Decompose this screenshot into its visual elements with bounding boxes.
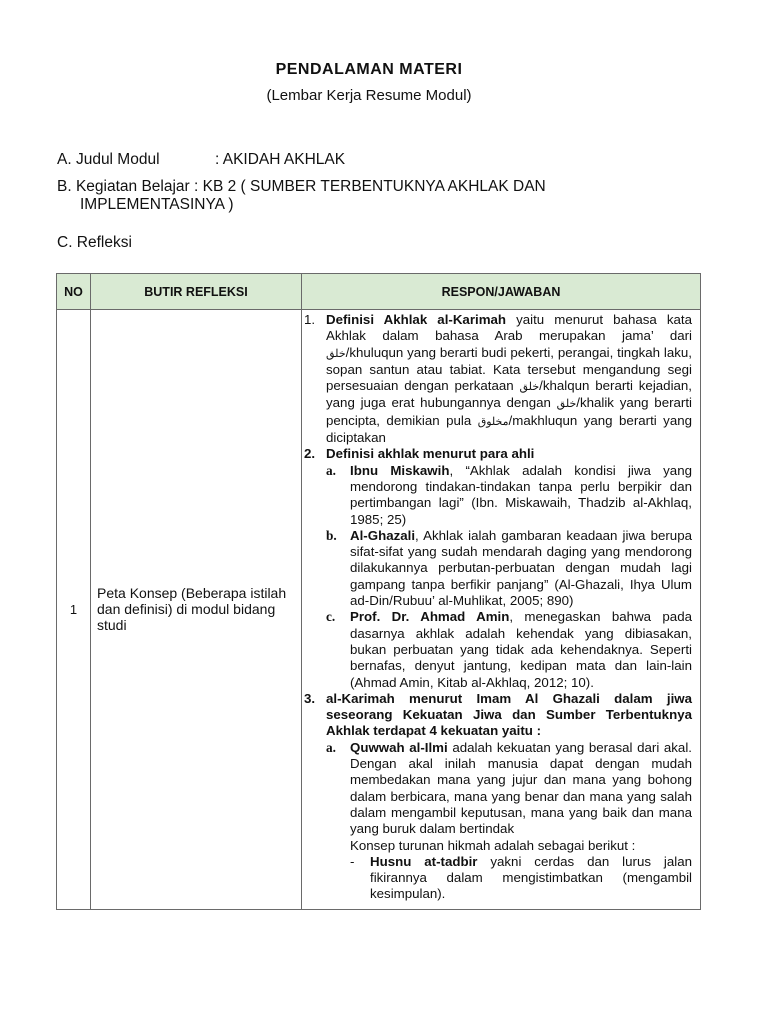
sub-letter: b.	[326, 527, 337, 543]
sub-letter: a.	[326, 739, 336, 755]
resp-item-1	[304, 312, 692, 446]
resp-item-2a	[326, 463, 692, 528]
judul-modul-value: : AKIDAH AKHLAK	[215, 151, 346, 168]
header-butir-refleksi: BUTIR REFLEKSI	[91, 274, 302, 310]
row-number: 1	[57, 310, 91, 910]
kegiatan-belajar-value: : KB 2 ( SUMBER TERBENTUKNYA AKHLAK DAN	[194, 178, 546, 195]
sub-text: Quwwah al-Ilmi adalah kekuatan yang berasal dari akal. Dengan akal inilah manusia dapat dengan mudah membedakan mana yang jujur dan mana yang bohong dalam berbicara, mana yang benar dan mana yang salah dalam mengambil keputusan, mana yang baik dan mana yang buruk dalam bertindak	[350, 739, 692, 837]
meta-kegiatan-belajar	[57, 178, 546, 214]
header-no: NO	[57, 274, 91, 310]
meta-refleksi: C. Refleksi	[57, 234, 132, 251]
resp-item-2b	[326, 528, 692, 609]
konsep-turunan: Konsep turunan hikmah adalah sebagai berikut :	[350, 837, 636, 853]
item-text: Definisi Akhlak al-Karimah yaitu menurut bahasa kata Akhlak dalam bahasa Arab merupakan jama’ dari خلق/khuluqun yang berarti budi pekerti, perangai, tingkah laku, sopan santun atau tabiat. Kata tersebut mengandung segi persesuaian dengan perkataan خلق/khalqun berarti kejadian, yang juga erat hubungannya dengan خلق/khalik yang berarti pencipta, demikian pula مخلوق/makhluqun yang berarti yang diciptakan	[326, 312, 693, 446]
item-heading: al-Karimah menurut Imam Al Ghazali dalam jiwa seseorang Kekuatan Jiwa dan Sumber Terbentuknya Akhlak terdapat 4 kekuatan yaitu :	[326, 690, 692, 739]
sub-text: Prof. Dr. Ahmad Amin, menegaskan bahwa pada dasarnya akhlak adalah kehendak yang dibiasakan, bukan perbuatan yang tidak ada kehendaknya. Seperti bernafas, denyut jantung, kedipan mata dan lain-lain (Ahmad Amin, Kitab al-Akhlaq, 2012; 10).	[350, 609, 692, 690]
dash-bullet: -	[350, 853, 355, 869]
item-number: 1.	[304, 312, 316, 327]
resp-item-2c	[326, 609, 692, 690]
table-row	[57, 310, 701, 910]
item-heading: Definisi akhlak menurut para ahli	[326, 446, 535, 462]
item-number: 3.	[304, 690, 316, 706]
judul-modul-label: A. Judul Modul	[57, 151, 160, 168]
item-number: 2.	[304, 446, 316, 462]
sub-text: Ibnu Miskawih, “Akhlak adalah kondisi jiwa yang mendorong tindakan-tindakan tanpa perlu berpikir dan pertimbangan lagi” (Ibn. Miskawaih, Thadzib al-Akhlaq, 1985; 25)	[350, 462, 692, 527]
page-title: PENDALAMAN MATERI	[275, 61, 463, 78]
resp-item-2	[304, 446, 692, 462]
sub-text: Al-Ghazali, Akhlak ialah gambaran keadaan jiwa berupa sifat-sifat yang sudah mendarah daging yang mendorong dilakukannya perbutan-perbuatan dengan mudah lagi gampang tanpa berfikir panjang” (Al-Ghazali, Ihya Ulum ad-Din/Rubuu’ al-Muhlikat, 2005; 890)	[350, 527, 692, 609]
meta-judul-modul	[57, 151, 345, 169]
refleksi-table	[56, 273, 701, 910]
sub-letter: a.	[326, 462, 336, 478]
row-butir: Peta Konsep (Beberapa istilah dan definisi) di modul bidang studi	[91, 310, 302, 910]
resp-dash-item-1	[350, 854, 692, 903]
row-respon	[302, 310, 701, 910]
sub-letter: c.	[326, 609, 336, 625]
resp-item-3	[304, 691, 692, 740]
kegiatan-belajar-value-cont: IMPLEMENTASINYA )	[80, 196, 234, 213]
table-header-row	[57, 274, 701, 310]
page-subtitle: (Lembar Kerja Resume Modul)	[266, 87, 472, 104]
dash-text: Husnu at-tadbir yakni cerdas dan lurus jalan fikirannya dalam mengistimbatkan (mengambil kesimpulan).	[370, 853, 692, 902]
resp-item-3a	[326, 740, 692, 838]
kegiatan-belajar-label: B. Kegiatan Belajar	[57, 178, 190, 195]
header-respon-jawaban: RESPON/JAWABAN	[302, 274, 701, 310]
